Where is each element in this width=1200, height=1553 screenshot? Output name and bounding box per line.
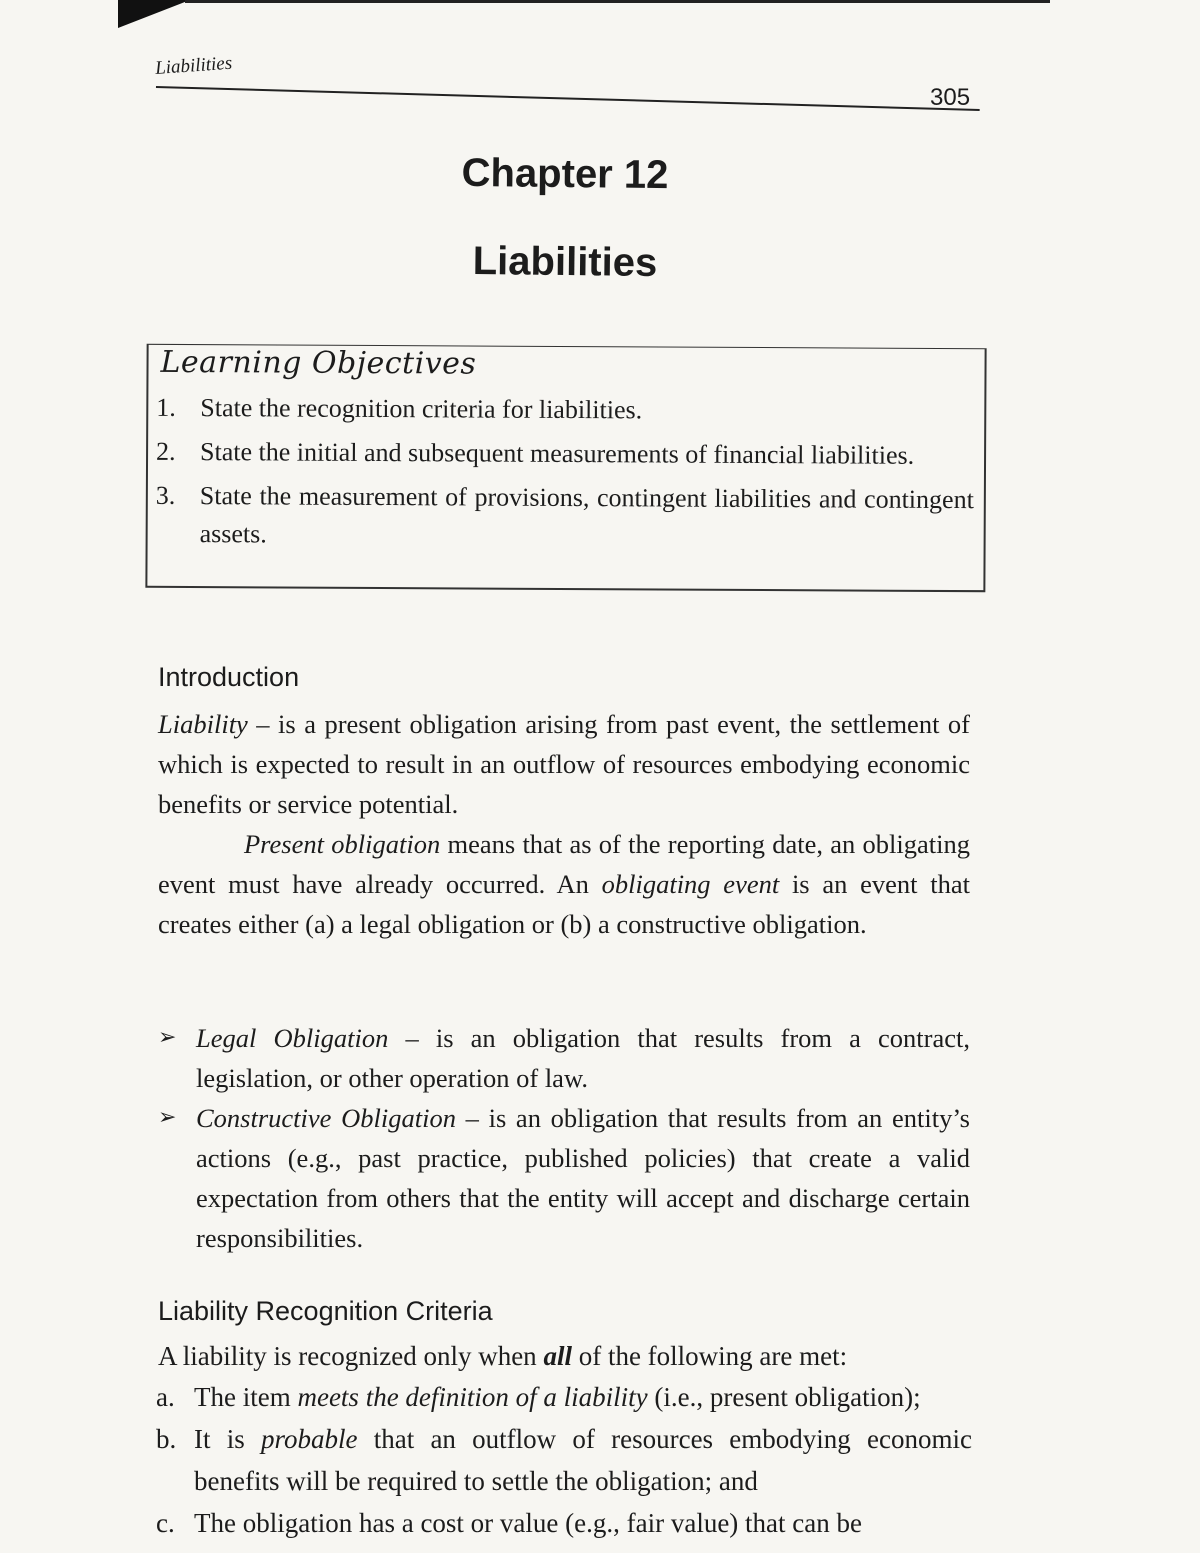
present-obligation-term: Present obligation — [244, 829, 441, 859]
learning-objectives-list — [156, 389, 975, 563]
arrow-bullet-icon: ➢ — [158, 1025, 177, 1050]
objective-item — [156, 477, 974, 557]
criterion-emphasis: meets the definition of a liability — [297, 1382, 648, 1412]
introduction-heading: Introduction — [158, 662, 300, 692]
obligating-event-text: is an event that creates either (a) a legal obligation or (b) a constructive obligation. — [158, 869, 970, 939]
objective-text: State the measurement of provisions, contingent liabilities and contingent assets. — [199, 481, 974, 549]
objective-text: State the recognition criteria for liabilities. — [200, 393, 643, 425]
criterion-text: The item — [194, 1382, 298, 1412]
liability-definition-paragraph — [158, 704, 970, 824]
criterion-text-end: that an outflow of resources embodying economic benefits will be required to settle the obligation; and — [194, 1424, 972, 1496]
arrow-bullet-icon: ➢ — [158, 1105, 177, 1130]
scan-top-edge — [185, 0, 1050, 3]
running-head: Liabilities — [154, 52, 233, 80]
chapter-number: Chapter 12 — [461, 150, 669, 198]
present-obligation-paragraph — [158, 824, 970, 944]
liability-definition-text: – is a present obligation arising from past event, the settlement of which is expected to result in an outflow of resources embodying economic benefits or service potential. — [158, 709, 970, 819]
objective-item — [156, 389, 974, 431]
list-item — [156, 1418, 972, 1502]
chapter-title: Liabilities — [472, 239, 658, 285]
bullet-term: Constructive Obligation — [196, 1103, 456, 1133]
obligation-types-list — [158, 1018, 970, 1258]
header-rule — [156, 86, 980, 111]
objective-text: State the initial and subsequent measurements of financial liabilities. — [200, 437, 915, 470]
bullet-term: Legal Obligation — [196, 1023, 389, 1053]
learning-objectives-box — [145, 344, 986, 592]
objective-number: 3. — [155, 480, 176, 510]
liability-term: Liability — [158, 709, 248, 739]
criterion-letter: b. — [156, 1424, 177, 1454]
present-obligation-text: means that as of the reporting date, an obligating event must have already occurred. An — [158, 829, 970, 899]
page-number: 305 — [930, 84, 971, 111]
scan-corner-mark — [118, 0, 190, 28]
objective-number: 2. — [156, 436, 176, 466]
recognition-intro-text: A liability is recognized only when — [158, 1341, 544, 1371]
obligating-event-term: obligating event — [601, 869, 780, 899]
criterion-emphasis: probable — [260, 1424, 358, 1454]
objective-number: 1. — [156, 392, 176, 422]
recognition-criteria-list — [156, 1376, 972, 1544]
recognition-intro-emphasis: all — [543, 1341, 572, 1371]
list-item — [158, 1098, 970, 1258]
list-item — [158, 1018, 970, 1098]
bullet-text: – is an obligation that results from a contract, legislation, or other operation of law. — [196, 1023, 970, 1093]
criterion-letter: a. — [156, 1382, 175, 1412]
objective-item — [156, 433, 974, 475]
list-item — [156, 1502, 972, 1544]
recognition-criteria-heading: Liability Recognition Criteria — [158, 1296, 493, 1326]
list-item — [156, 1376, 972, 1418]
bullet-text: – is an obligation that results from an entity’s actions (e.g., past practice, published policies) that create a valid expectation from others that the entity will accept and discharge certain responsibilities. — [196, 1103, 970, 1253]
criterion-text: It is — [194, 1424, 261, 1454]
recognition-intro — [158, 1336, 970, 1376]
recognition-intro-text-end: of the following are met: — [571, 1341, 848, 1371]
criterion-text: The obligation has a cost or value (e.g., fair value) that can be — [194, 1508, 862, 1538]
criterion-text-end: (i.e., present obligation); — [647, 1382, 921, 1412]
criterion-letter: c. — [156, 1508, 175, 1538]
learning-objectives-title: Learning Objectives — [160, 344, 477, 382]
